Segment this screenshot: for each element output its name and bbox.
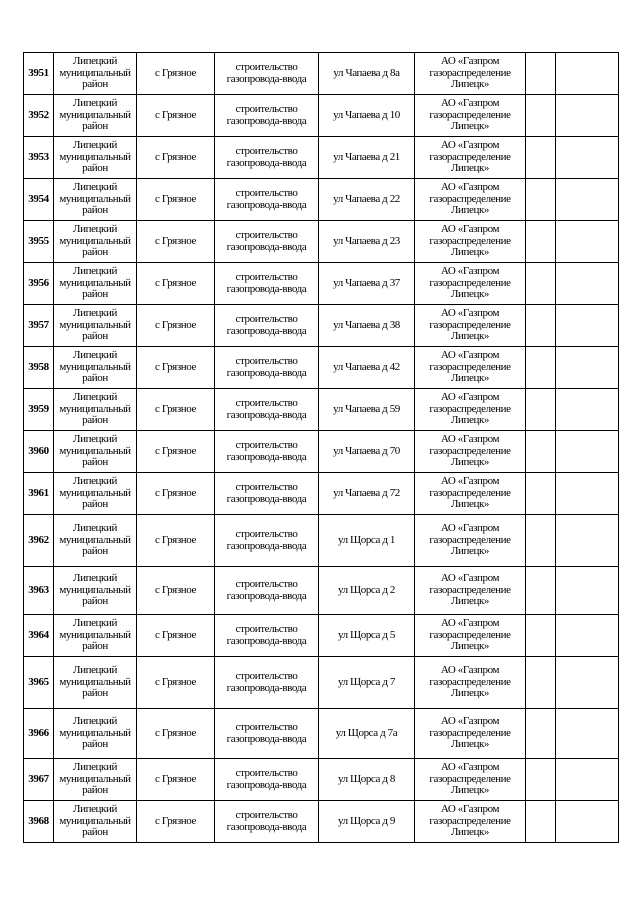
settlement-cell: с Грязное [137, 95, 215, 137]
organization-cell: АО «Газпром газораспределение Липецк» [415, 657, 526, 709]
row-number: 3964 [24, 615, 54, 657]
work-type-cell: строительство газопровода-ввода [215, 53, 319, 95]
settlement-cell: с Грязное [137, 53, 215, 95]
empty-cell-8 [556, 221, 619, 263]
organization-cell: АО «Газпром газораспределение Липецк» [415, 179, 526, 221]
work-type-cell: строительство газопровода-ввода [215, 221, 319, 263]
table-row [24, 179, 619, 221]
work-type-cell: строительство газопровода-ввода [215, 567, 319, 615]
organization-cell: АО «Газпром газораспределение Липецк» [415, 615, 526, 657]
registry-table [23, 52, 619, 843]
table-row [24, 615, 619, 657]
row-number: 3960 [24, 431, 54, 473]
work-type-cell: строительство газопровода-ввода [215, 137, 319, 179]
row-number: 3951 [24, 53, 54, 95]
empty-cell-7 [526, 53, 556, 95]
empty-cell-8 [556, 431, 619, 473]
table-row [24, 389, 619, 431]
district-cell: Липецкий муниципальный район [54, 657, 137, 709]
address-cell: ул Щорса д 7а [319, 709, 415, 759]
empty-cell-8 [556, 95, 619, 137]
empty-cell-8 [556, 389, 619, 431]
row-number: 3965 [24, 657, 54, 709]
organization-cell: АО «Газпром газораспределение Липецк» [415, 709, 526, 759]
work-type-cell: строительство газопровода-ввода [215, 615, 319, 657]
settlement-cell: с Грязное [137, 515, 215, 567]
organization-cell: АО «Газпром газораспределение Липецк» [415, 53, 526, 95]
organization-cell: АО «Газпром газораспределение Липецк» [415, 801, 526, 843]
address-cell: ул Щорса д 7 [319, 657, 415, 709]
organization-cell: АО «Газпром газораспределение Липецк» [415, 389, 526, 431]
row-number: 3954 [24, 179, 54, 221]
empty-cell-7 [526, 389, 556, 431]
empty-cell-7 [526, 515, 556, 567]
organization-cell: АО «Газпром газораспределение Липецк» [415, 515, 526, 567]
table-row [24, 657, 619, 709]
empty-cell-8 [556, 53, 619, 95]
settlement-cell: с Грязное [137, 137, 215, 179]
district-cell: Липецкий муниципальный район [54, 431, 137, 473]
work-type-cell: строительство газопровода-ввода [215, 263, 319, 305]
row-number: 3955 [24, 221, 54, 263]
organization-cell: АО «Газпром газораспределение Липецк» [415, 263, 526, 305]
row-number: 3961 [24, 473, 54, 515]
empty-cell-8 [556, 305, 619, 347]
district-cell: Липецкий муниципальный район [54, 347, 137, 389]
address-cell: ул Чапаева д 23 [319, 221, 415, 263]
empty-cell-7 [526, 567, 556, 615]
district-cell: Липецкий муниципальный район [54, 263, 137, 305]
empty-cell-8 [556, 567, 619, 615]
district-cell: Липецкий муниципальный район [54, 179, 137, 221]
empty-cell-7 [526, 657, 556, 709]
table-row [24, 137, 619, 179]
empty-cell-8 [556, 801, 619, 843]
table-row [24, 53, 619, 95]
district-cell: Липецкий муниципальный район [54, 615, 137, 657]
settlement-cell: с Грязное [137, 759, 215, 801]
organization-cell: АО «Газпром газораспределение Липецк» [415, 431, 526, 473]
row-number: 3956 [24, 263, 54, 305]
settlement-cell: с Грязное [137, 431, 215, 473]
address-cell: ул Чапаева д 8а [319, 53, 415, 95]
work-type-cell: строительство газопровода-ввода [215, 347, 319, 389]
district-cell: Липецкий муниципальный район [54, 137, 137, 179]
settlement-cell: с Грязное [137, 305, 215, 347]
organization-cell: АО «Газпром газораспределение Липецк» [415, 95, 526, 137]
empty-cell-7 [526, 615, 556, 657]
work-type-cell: строительство газопровода-ввода [215, 759, 319, 801]
address-cell: ул Щорса д 9 [319, 801, 415, 843]
organization-cell: АО «Газпром газораспределение Липецк» [415, 347, 526, 389]
work-type-cell: строительство газопровода-ввода [215, 473, 319, 515]
table-row [24, 431, 619, 473]
address-cell: ул Щорса д 8 [319, 759, 415, 801]
address-cell: ул Чапаева д 70 [319, 431, 415, 473]
work-type-cell: строительство газопровода-ввода [215, 305, 319, 347]
table-row [24, 305, 619, 347]
table-row [24, 515, 619, 567]
address-cell: ул Чапаева д 59 [319, 389, 415, 431]
district-cell: Липецкий муниципальный район [54, 709, 137, 759]
empty-cell-8 [556, 759, 619, 801]
district-cell: Липецкий муниципальный район [54, 389, 137, 431]
organization-cell: АО «Газпром газораспределение Липецк» [415, 221, 526, 263]
empty-cell-7 [526, 263, 556, 305]
organization-cell: АО «Газпром газораспределение Липецк» [415, 305, 526, 347]
empty-cell-8 [556, 709, 619, 759]
empty-cell-8 [556, 657, 619, 709]
row-number: 3963 [24, 567, 54, 615]
empty-cell-7 [526, 95, 556, 137]
settlement-cell: с Грязное [137, 179, 215, 221]
organization-cell: АО «Газпром газораспределение Липецк» [415, 473, 526, 515]
settlement-cell: с Грязное [137, 567, 215, 615]
settlement-cell: с Грязное [137, 389, 215, 431]
row-number: 3962 [24, 515, 54, 567]
settlement-cell: с Грязное [137, 709, 215, 759]
work-type-cell: строительство газопровода-ввода [215, 95, 319, 137]
table-row [24, 347, 619, 389]
work-type-cell: строительство газопровода-ввода [215, 389, 319, 431]
work-type-cell: строительство газопровода-ввода [215, 709, 319, 759]
row-number: 3968 [24, 801, 54, 843]
address-cell: ул Щорса д 5 [319, 615, 415, 657]
empty-cell-8 [556, 263, 619, 305]
work-type-cell: строительство газопровода-ввода [215, 431, 319, 473]
row-number: 3952 [24, 95, 54, 137]
settlement-cell: с Грязное [137, 657, 215, 709]
address-cell: ул Чапаева д 72 [319, 473, 415, 515]
empty-cell-7 [526, 801, 556, 843]
empty-cell-7 [526, 221, 556, 263]
work-type-cell: строительство газопровода-ввода [215, 801, 319, 843]
table-row [24, 759, 619, 801]
address-cell: ул Чапаева д 21 [319, 137, 415, 179]
row-number: 3967 [24, 759, 54, 801]
address-cell: ул Чапаева д 10 [319, 95, 415, 137]
settlement-cell: с Грязное [137, 263, 215, 305]
empty-cell-7 [526, 137, 556, 179]
empty-cell-7 [526, 347, 556, 389]
table-row [24, 221, 619, 263]
row-number: 3953 [24, 137, 54, 179]
district-cell: Липецкий муниципальный район [54, 95, 137, 137]
address-cell: ул Чапаева д 22 [319, 179, 415, 221]
district-cell: Липецкий муниципальный район [54, 759, 137, 801]
row-number: 3959 [24, 389, 54, 431]
district-cell: Липецкий муниципальный район [54, 53, 137, 95]
settlement-cell: с Грязное [137, 801, 215, 843]
district-cell: Липецкий муниципальный район [54, 515, 137, 567]
address-cell: ул Чапаева д 37 [319, 263, 415, 305]
table-row [24, 263, 619, 305]
district-cell: Липецкий муниципальный район [54, 473, 137, 515]
row-number: 3958 [24, 347, 54, 389]
empty-cell-7 [526, 179, 556, 221]
empty-cell-7 [526, 473, 556, 515]
settlement-cell: с Грязное [137, 221, 215, 263]
address-cell: ул Чапаева д 42 [319, 347, 415, 389]
empty-cell-7 [526, 759, 556, 801]
district-cell: Липецкий муниципальный район [54, 305, 137, 347]
table-row [24, 801, 619, 843]
organization-cell: АО «Газпром газораспределение Липецк» [415, 759, 526, 801]
table-row [24, 567, 619, 615]
empty-cell-8 [556, 515, 619, 567]
settlement-cell: с Грязное [137, 615, 215, 657]
work-type-cell: строительство газопровода-ввода [215, 179, 319, 221]
empty-cell-7 [526, 431, 556, 473]
empty-cell-8 [556, 615, 619, 657]
row-number: 3957 [24, 305, 54, 347]
table-row [24, 95, 619, 137]
settlement-cell: с Грязное [137, 347, 215, 389]
district-cell: Липецкий муниципальный район [54, 221, 137, 263]
empty-cell-8 [556, 137, 619, 179]
organization-cell: АО «Газпром газораспределение Липецк» [415, 137, 526, 179]
work-type-cell: строительство газопровода-ввода [215, 657, 319, 709]
organization-cell: АО «Газпром газораспределение Липецк» [415, 567, 526, 615]
table-row [24, 709, 619, 759]
empty-cell-8 [556, 179, 619, 221]
row-number: 3966 [24, 709, 54, 759]
work-type-cell: строительство газопровода-ввода [215, 515, 319, 567]
address-cell: ул Щорса д 2 [319, 567, 415, 615]
settlement-cell: с Грязное [137, 473, 215, 515]
district-cell: Липецкий муниципальный район [54, 567, 137, 615]
empty-cell-8 [556, 473, 619, 515]
address-cell: ул Чапаева д 38 [319, 305, 415, 347]
empty-cell-7 [526, 305, 556, 347]
address-cell: ул Щорса д 1 [319, 515, 415, 567]
table-row [24, 473, 619, 515]
empty-cell-8 [556, 347, 619, 389]
empty-cell-7 [526, 709, 556, 759]
district-cell: Липецкий муниципальный район [54, 801, 137, 843]
registry-table-body [24, 53, 619, 843]
